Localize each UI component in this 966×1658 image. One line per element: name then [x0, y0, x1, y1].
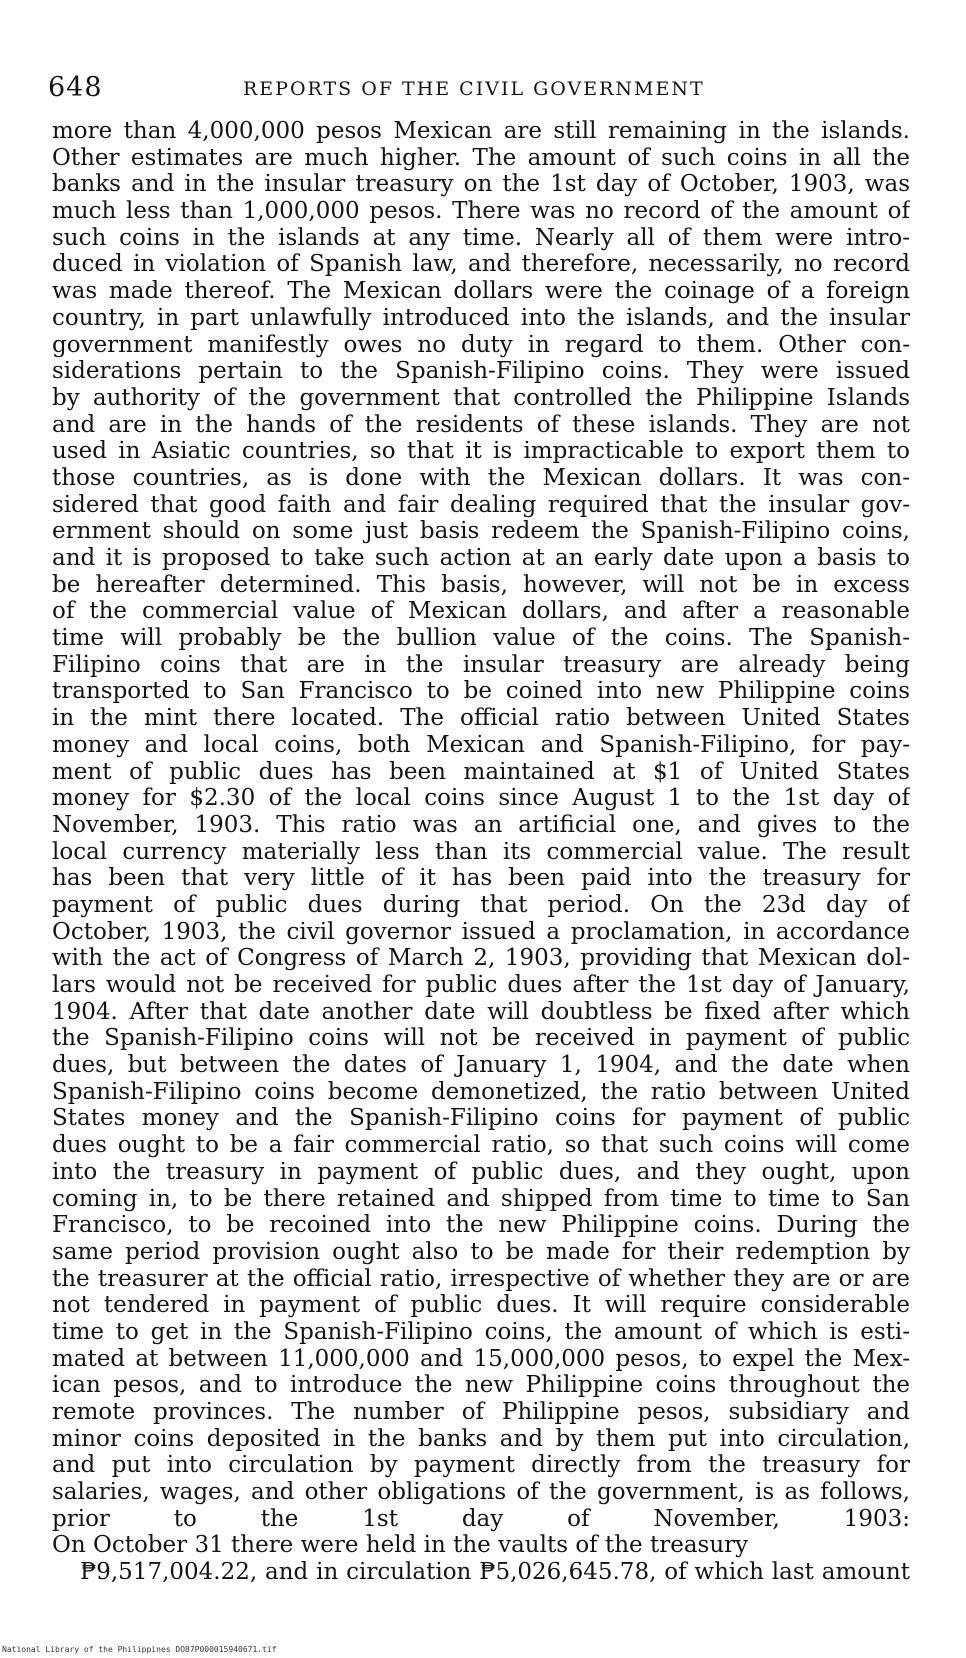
text-line — [52, 1586, 910, 1613]
text-line: ernment should on some just basis redeem the Spanish-Filipino coins, — [52, 518, 910, 545]
text-line: dues, but between the dates of January 1, 1904, and the date when — [52, 1052, 910, 1079]
text-line: ₱9,517,004.22, and in circulation ₱5,026,645.78, of which last amount — [80, 1559, 910, 1586]
page-number: 648 — [48, 72, 103, 103]
text-line: Filipino coins that are in the insular treasury are already being — [52, 651, 910, 678]
text-line: in the mint there located. The official ratio between United States — [52, 705, 910, 732]
text-line: mated at between 11,000,000 and 15,000,000 pesos, to expel the Mex- — [52, 1345, 910, 1372]
text-line: and put into circulation by payment directly from the treasury for — [52, 1452, 910, 1479]
text-line: October, 1903, the civil governor issued a proclamation, in accordance — [52, 918, 910, 945]
text-line: those countries, as is done with the Mexican dollars. It was con- — [52, 464, 910, 491]
text-line: such coins in the islands at any time. Nearly all of them were intro- — [52, 224, 910, 251]
text-line: November, 1903. This ratio was an artificial one, and gives to the — [52, 811, 910, 838]
running-title: REPORTS OF THE CIVIL GOVERNMENT — [243, 78, 705, 100]
text-line: the treasurer at the official ratio, irrespective of whether they are or are — [52, 1265, 910, 1292]
text-line: and are in the hands of the residents of these islands. They are not — [52, 411, 910, 438]
text-line: Francisco, to be recoined into the new Philippine coins. During the — [52, 1212, 910, 1239]
text-line: ment of public dues has been maintained at $1 of United States — [52, 758, 910, 785]
text-line: sidered that good faith and fair dealing required that the insular gov- — [52, 491, 910, 518]
text-line: lars would not be received for public dues after the 1st day of January, — [52, 972, 910, 998]
text-line: salaries, wages, and other obligations of the government, is as follows, — [52, 1479, 910, 1506]
text-line: On October 31 there were held in the vaults of the treasury — [52, 1532, 749, 1559]
text-line: siderations pertain to the Spanish-Filipino coins. They were issued — [52, 358, 910, 385]
text-line: much less than 1,000,000 pesos. There was no record of the amount of — [52, 198, 910, 225]
text-line: local currency materially less than its commercial value. The result — [52, 838, 910, 865]
text-line: more than 4,000,000 pesos Mexican are still remaining in the islands. — [52, 118, 910, 144]
text-line: Other estimates are much higher. The amount of such coins in all the — [52, 144, 910, 171]
text-line: time will probably be the bullion value of the coins. The Spanish- — [52, 625, 910, 652]
text-line: dues ought to be a fair commercial ratio, so that such coins will come — [52, 1132, 910, 1159]
text-line: 1904. After that date another date will doubtless be fixed after which — [52, 998, 910, 1025]
scan-footer-note: National Library of the Philippines DO87P000015940671.tif — [2, 1645, 277, 1654]
text-line: time to get in the Spanish-Filipino coins, the amount of which is esti- — [52, 1318, 910, 1345]
text-line: Spanish-Filipino coins become demonetized, the ratio between United — [52, 1078, 910, 1105]
text-line: used in Asiatic countries, so that it is impracticable to export them to — [52, 438, 910, 465]
text-line: minor coins deposited in the banks and by them put into circulation, — [52, 1425, 910, 1452]
text-line: transported to San Francisco to be coined into new Philippine coins — [52, 678, 910, 705]
text-line: payment of public dues during that period. On the 23d day of — [52, 891, 910, 918]
text-line: duced in violation of Spanish law, and therefore, necessarily, no record — [52, 251, 910, 278]
page-header — [48, 72, 918, 108]
text-line: was made thereof. The Mexican dollars were the coinage of a foreign — [52, 278, 910, 305]
text-line: of the commercial value of Mexican dollars, and after a reasonable — [52, 598, 910, 625]
text-line: with the act of Congress of March 2, 1903, providing that Mexican dol- — [52, 945, 910, 972]
text-line: country, in part unlawfully introduced into the islands, and the insular — [52, 304, 910, 331]
text-line: prior to the 1st day of November, 1903: — [52, 1505, 910, 1532]
text-line: banks and in the insular treasury on the 1st day of October, 1903, was — [52, 171, 910, 198]
text-line: remote provinces. The number of Philippine pesos, subsidiary and — [52, 1399, 910, 1425]
text-line: by authority of the government that controlled the Philippine Islands — [52, 384, 910, 411]
text-line: same period provision ought also to be made for their redemption by — [52, 1238, 910, 1265]
text-line: into the treasury in payment of public dues, and they ought, upon — [52, 1158, 910, 1185]
text-line: has been that very little of it has been paid into the treasury for — [52, 865, 910, 892]
text-line: ican pesos, and to introduce the new Philippine coins throughout the — [52, 1372, 910, 1399]
text-line: the Spanish-Filipino coins will not be received in payment of public — [52, 1025, 910, 1052]
text-line: money for $2.30 of the local coins since August 1 to the 1st day of — [52, 785, 910, 812]
text-line: government manifestly owes no duty in regard to them. Other con- — [52, 331, 910, 358]
text-line: coming in, to be there retained and shipped from time to time to San — [52, 1185, 910, 1212]
body-text — [52, 118, 910, 1613]
text-line: be hereafter determined. This basis, however, will not be in excess — [52, 571, 910, 598]
text-line: not tendered in payment of public dues. It will require considerable — [52, 1292, 910, 1319]
text-line: money and local coins, both Mexican and Spanish-Filipino, for pay- — [52, 731, 910, 758]
text-line: and it is proposed to take such action at an early date upon a basis to — [52, 545, 910, 571]
text-line: States money and the Spanish-Filipino coins for payment of public — [52, 1105, 910, 1132]
